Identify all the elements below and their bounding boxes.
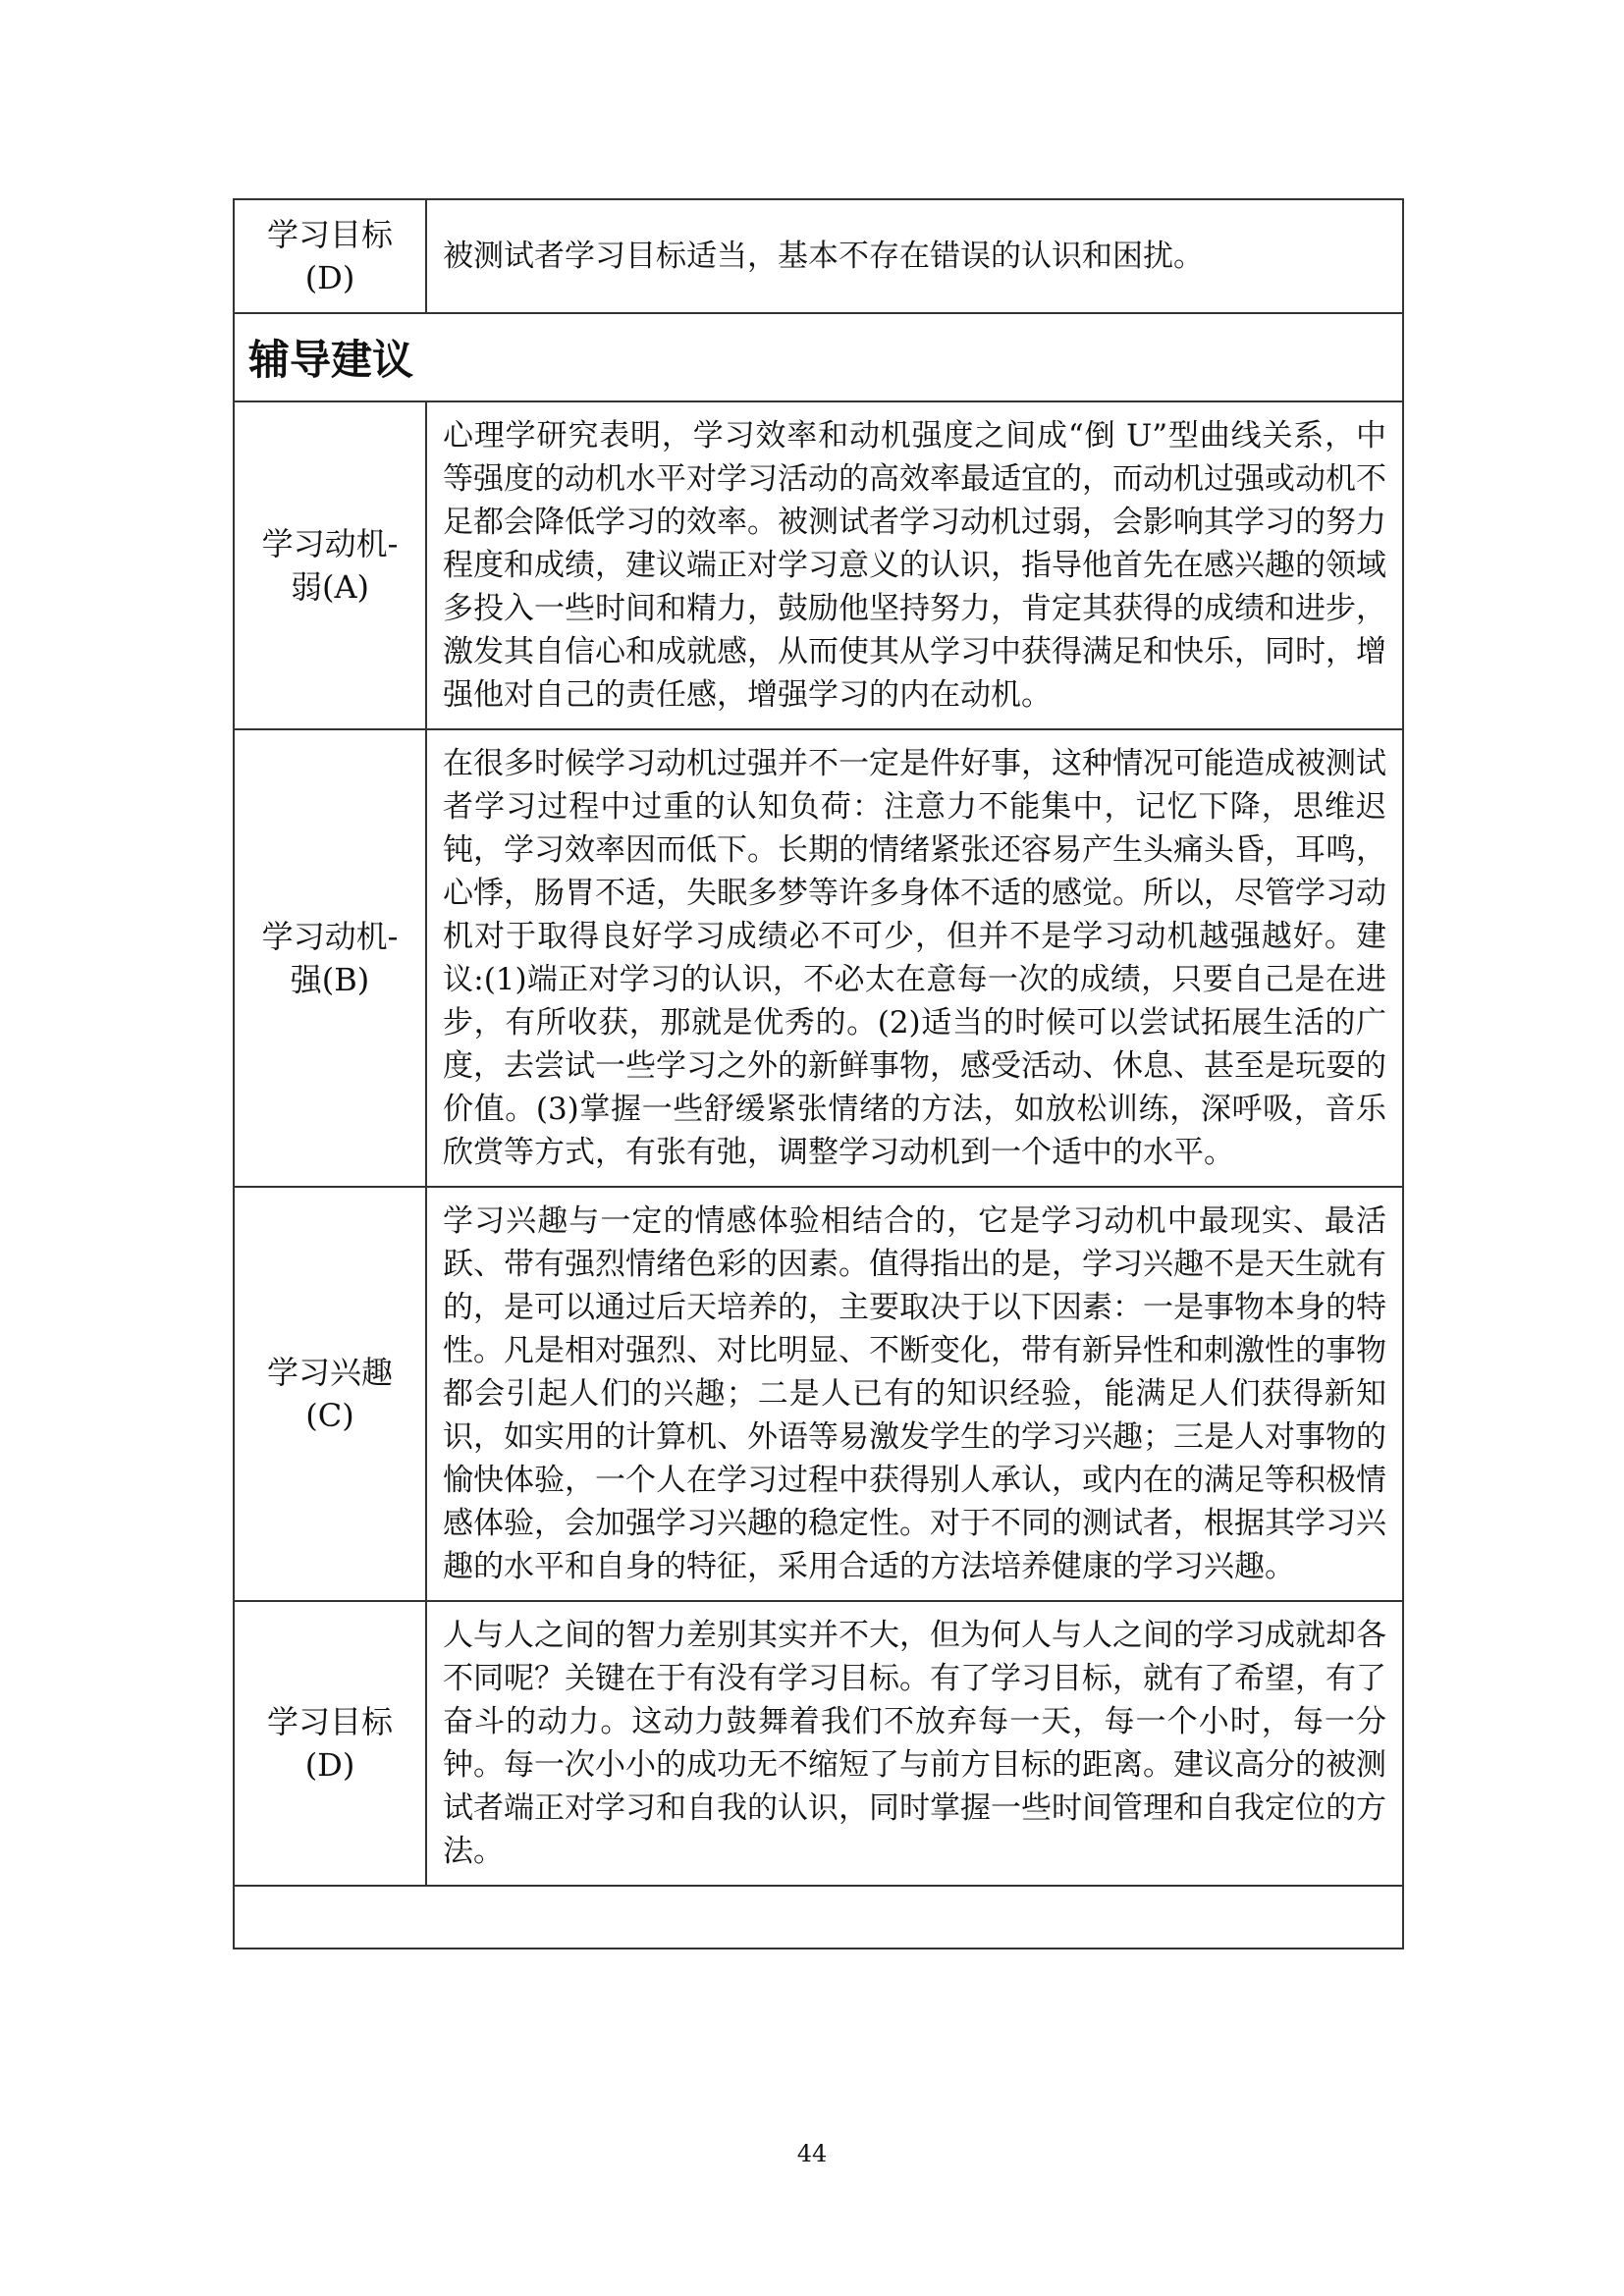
section-title: 辅导建议 xyxy=(234,313,1403,401)
row-label xyxy=(234,199,426,313)
report-table xyxy=(233,198,1404,1949)
row-label-name: 学习目标 xyxy=(266,1703,393,1740)
empty-cell xyxy=(234,1886,1403,1949)
table-row xyxy=(234,1187,1403,1601)
table-row xyxy=(234,1601,1403,1886)
section-row xyxy=(234,313,1403,401)
row-label-name: 学习动机- xyxy=(261,525,399,562)
row-label-code: 强(B) xyxy=(290,961,370,998)
row-label xyxy=(234,729,426,1187)
page-number: 44 xyxy=(796,2140,828,2167)
empty-row xyxy=(234,1886,1403,1949)
row-text: 心理学研究表明，学习效率和动机强度之间成“倒 U”型曲线关系，中等强度的动机水平对学习活动的高效率最适宜的，而动机过强或动机不足都会降低学习的效率。被测试者学习动机过弱，会影响其学习的努力程度和成绩，建议端正对学习意义的认识，指导他首先在感兴趣的领域多投入一些时间和精力，鼓励他坚持努力，肯定其获得的成绩和进步，激发其自信心和成就感，从而使其从学习中获得满足和快乐，同时，增强他对自己的责任感，增强学习的内在动机。 xyxy=(426,401,1403,729)
row-label xyxy=(234,1601,426,1886)
row-text: 在很多时候学习动机过强并不一定是件好事，这种情况可能造成被测试者学习过程中过重的认知负荷：注意力不能集中，记忆下降，思维迟钝，学习效率因而低下。长期的情绪紧张还容易产生头痛头昏，耳鸣，心悸，肠胃不适，失眠多梦等许多身体不适的感觉。所以，尽管学习动机对于取得良好学习成绩必不可少，但并不是学习动机越强越好。建议:(1)端正对学习的认识，不必太在意每一次的成绩，只要自己是在进步，有所收获，那就是优秀的。(2)适当的时候可以尝试拓展生活的广度，去尝试一些学习之外的新鲜事物，感受活动、休息、甚至是玩耍的价值。(3)掌握一些舒缓紧张情绪的方法，如放松训练，深呼吸，音乐欣赏等方式，有张有弛，调整学习动机到一个适中的水平。 xyxy=(426,729,1403,1187)
row-label xyxy=(234,401,426,729)
row-label xyxy=(234,1187,426,1601)
row-label-name: 学习动机- xyxy=(261,918,399,955)
row-label-code: (D) xyxy=(304,1746,355,1784)
row-text: 人与人之间的智力差别其实并不大，但为何人与人之间的学习成就却各不同呢？关键在于有没有学习目标。有了学习目标，就有了希望，有了奋斗的动力。这动力鼓舞着我们不放弃每一天，每一个小时，每一分钟。每一次小小的成功无不缩短了与前方目标的距离。建议高分的被测试者端正对学习和自我的认识，同时掌握一些时间管理和自我定位的方法。 xyxy=(426,1601,1403,1886)
row-text: 学习兴趣与一定的情感体验相结合的，它是学习动机中最现实、最活跃、带有强烈情绪色彩的因素。值得指出的是，学习兴趣不是天生就有的，是可以通过后天培养的，主要取决于以下因素：一是事物本身的特性。凡是相对强烈、对比明显、不断变化，带有新异性和刺激性的事物都会引起人们的兴趣；二是人已有的知识经验，能满足人们获得新知识，如实用的计算机、外语等易激发学生的学习兴趣；三是人对事物的愉快体验，一个人在学习过程中获得别人承认，或内在的满足等积极情感体验，会加强学习兴趣的稳定性。对于不同的测试者，根据其学习兴趣的水平和自身的特征，采用合适的方法培养健康的学习兴趣。 xyxy=(426,1187,1403,1601)
row-label-name: 学习目标 xyxy=(266,216,393,253)
row-text: 被测试者学习目标适当，基本不存在错误的认识和困扰。 xyxy=(426,199,1403,313)
table-row xyxy=(234,199,1403,313)
row-label-code: (C) xyxy=(305,1397,354,1434)
row-label-code: (D) xyxy=(304,259,355,296)
table-row xyxy=(234,729,1403,1187)
row-label-code: 弱(A) xyxy=(290,568,370,606)
table-row xyxy=(234,401,1403,729)
row-label-name: 学习兴趣 xyxy=(266,1354,393,1391)
